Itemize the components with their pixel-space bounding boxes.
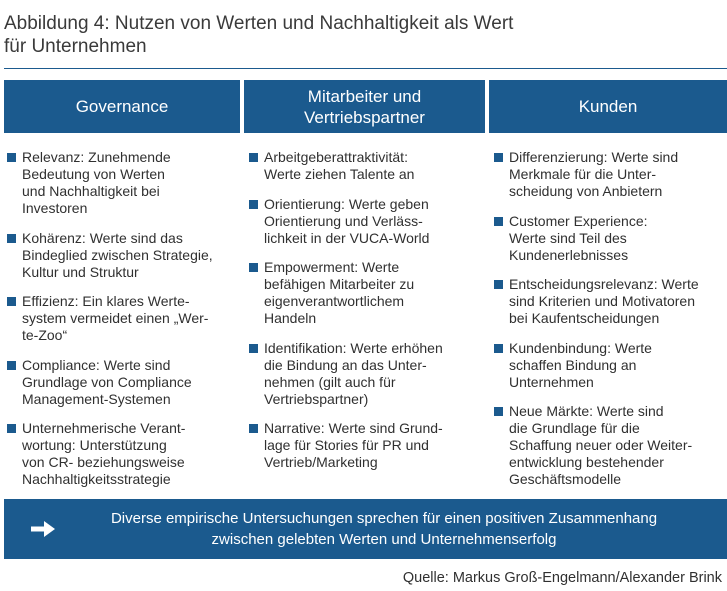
item-text-line: Nachhaltigkeitsstrategie	[22, 471, 171, 487]
item-text-line: Vertriebspartner)	[264, 390, 369, 407]
item-text-line: Narrative: Werte sind Grund-	[264, 420, 443, 436]
conclusion-text-line: zwischen gelebten Werten und Unternehmenserfolg	[211, 531, 557, 548]
figure-title-line: Abbildung 4: Nutzen von Werten und Nachhaltigkeit als Wert	[4, 13, 514, 34]
item-text-line: befähigen Mitarbeiter zu	[264, 276, 415, 292]
item-text-line: nehmen (gilt auch für	[264, 373, 396, 390]
item-text-line: Relevanz: Zunehmende	[22, 149, 171, 165]
item-text-line: von CR- beziehungsweise	[22, 454, 185, 470]
column-mitarbeiter	[264, 149, 485, 484]
bullet-square-icon	[249, 153, 258, 162]
item-text-line: lage für Stories für PR und	[264, 437, 429, 453]
list-item	[22, 357, 240, 408]
item-text-line: Werte sind Teil des	[509, 229, 627, 246]
list-item	[264, 340, 485, 408]
bullet-square-icon	[7, 297, 16, 306]
item-text-line: Bindeglied zwischen Strategie,	[22, 246, 213, 263]
item-text-line: Customer Experience:	[509, 212, 648, 229]
list-item	[22, 293, 240, 344]
item-text-line: Compliance: Werte sind	[22, 356, 171, 373]
item-text-line: Unternehmen	[509, 373, 594, 390]
item-text-line: system vermeidet einen „Wer-	[22, 310, 209, 326]
column-governance	[22, 149, 240, 501]
item-text-line: Merkmale für die Unter-	[509, 166, 657, 182]
item-text-line: Unternehmerische Verant-	[22, 420, 186, 436]
item-text-line: te-Zoo“	[22, 327, 68, 343]
bullet-square-icon	[494, 153, 503, 162]
bullet-square-icon	[7, 361, 16, 370]
list-item	[509, 149, 723, 200]
source-credit: Quelle: Markus Groß-Engelmann/Alexander Brink	[402, 570, 722, 586]
item-text-line: Kultur und Struktur	[22, 263, 139, 280]
list-item	[22, 230, 240, 281]
list-item	[22, 420, 240, 488]
item-text-line: Vertrieb/Marketing	[264, 454, 378, 470]
conclusion-text	[70, 508, 698, 550]
list-item	[22, 149, 240, 217]
item-text-line: scheidung von Anbietern	[509, 183, 663, 199]
bullet-square-icon	[7, 153, 16, 162]
column-header-label: Mitarbeiter und	[307, 86, 422, 106]
item-text-line: Orientierung und Verläss-	[264, 212, 423, 229]
bullet-square-icon	[249, 200, 258, 209]
item-text-line: Handeln	[264, 310, 317, 326]
item-text-line: Investoren	[22, 200, 88, 216]
item-text-line: Kundenbindung: Werte	[509, 339, 652, 356]
item-text-line: Bedeutung von Werten	[22, 166, 165, 182]
item-text-line: bei Kaufentscheidungen	[509, 310, 660, 326]
item-text-line: Kohärenz: Werte sind das	[22, 229, 183, 246]
item-text-line: Entscheidungsrelevanz: Werte	[509, 276, 699, 292]
column-header-kunden	[489, 80, 727, 133]
list-item	[264, 196, 485, 247]
item-text-line: schaffen Bindung an	[509, 356, 637, 373]
bullet-square-icon	[7, 424, 16, 433]
bullet-square-icon	[494, 217, 503, 226]
column-header-governance	[4, 80, 240, 133]
item-text-line: Identifikation: Werte erhöhen	[264, 339, 443, 356]
item-text-line: Empowerment: Werte	[264, 259, 400, 275]
list-item	[509, 340, 723, 391]
column-header-label: Kunden	[578, 97, 638, 116]
column-header-label: Governance	[75, 97, 169, 116]
arrow-right-icon	[31, 520, 55, 538]
column-kunden	[509, 149, 723, 501]
bullet-square-icon	[249, 424, 258, 433]
figure-title-line: für Unternehmen	[4, 36, 147, 57]
item-text-line: Grundlage von Compliance	[22, 373, 192, 390]
item-text-line: lichkeit in der VUCA-World	[264, 229, 430, 246]
item-text-line: Management-Systemen	[22, 390, 171, 407]
item-text-line: die Grundlage für die	[509, 420, 640, 436]
column-header-mitarbeiter	[244, 80, 485, 133]
list-item	[509, 403, 723, 488]
item-text-line: wortung: Unterstützung	[22, 437, 167, 453]
conclusion-banner	[4, 499, 727, 559]
item-text-line: Differenzierung: Werte sind	[509, 149, 679, 165]
item-text-line: Geschäftsmodelle	[509, 471, 622, 487]
item-text-line: eigenverantwortlichem	[264, 293, 405, 309]
item-text-line: Kundenerlebnisses	[509, 246, 629, 263]
bullet-square-icon	[249, 344, 258, 353]
item-text-line: und Nachhaltigkeit bei	[22, 183, 160, 199]
conclusion-text-line: Diverse empirische Untersuchungen sprechen für einen positiven Zusammenhang	[110, 510, 658, 527]
item-text-line: Neue Märkte: Werte sind	[509, 403, 664, 419]
item-text-line: Arbeitgeberattraktivität:	[264, 149, 408, 165]
item-text-line: Orientierung: Werte geben	[264, 195, 429, 212]
list-item	[264, 149, 485, 183]
item-text-line: Schaffung neuer oder Weiter-	[509, 437, 693, 453]
list-item	[509, 276, 723, 327]
item-text-line: Effizienz: Ein klares Werte-	[22, 293, 190, 309]
bullet-square-icon	[494, 407, 503, 416]
item-text-line: die Bindung an das Unter-	[264, 356, 427, 373]
bullet-square-icon	[494, 280, 503, 289]
list-item	[509, 213, 723, 264]
item-text-line: Werte ziehen Talente an	[264, 166, 415, 182]
title-divider	[4, 68, 727, 69]
bullet-square-icon	[7, 234, 16, 243]
list-item	[264, 259, 485, 327]
figure-title	[4, 12, 513, 58]
bullet-square-icon	[249, 263, 258, 272]
item-text-line: sind Kriterien und Motivatoren	[509, 293, 695, 309]
item-text-line: entwicklung bestehender	[509, 454, 664, 470]
column-header-label: Vertriebspartner	[304, 107, 425, 127]
bullet-square-icon	[494, 344, 503, 353]
list-item	[264, 420, 485, 471]
